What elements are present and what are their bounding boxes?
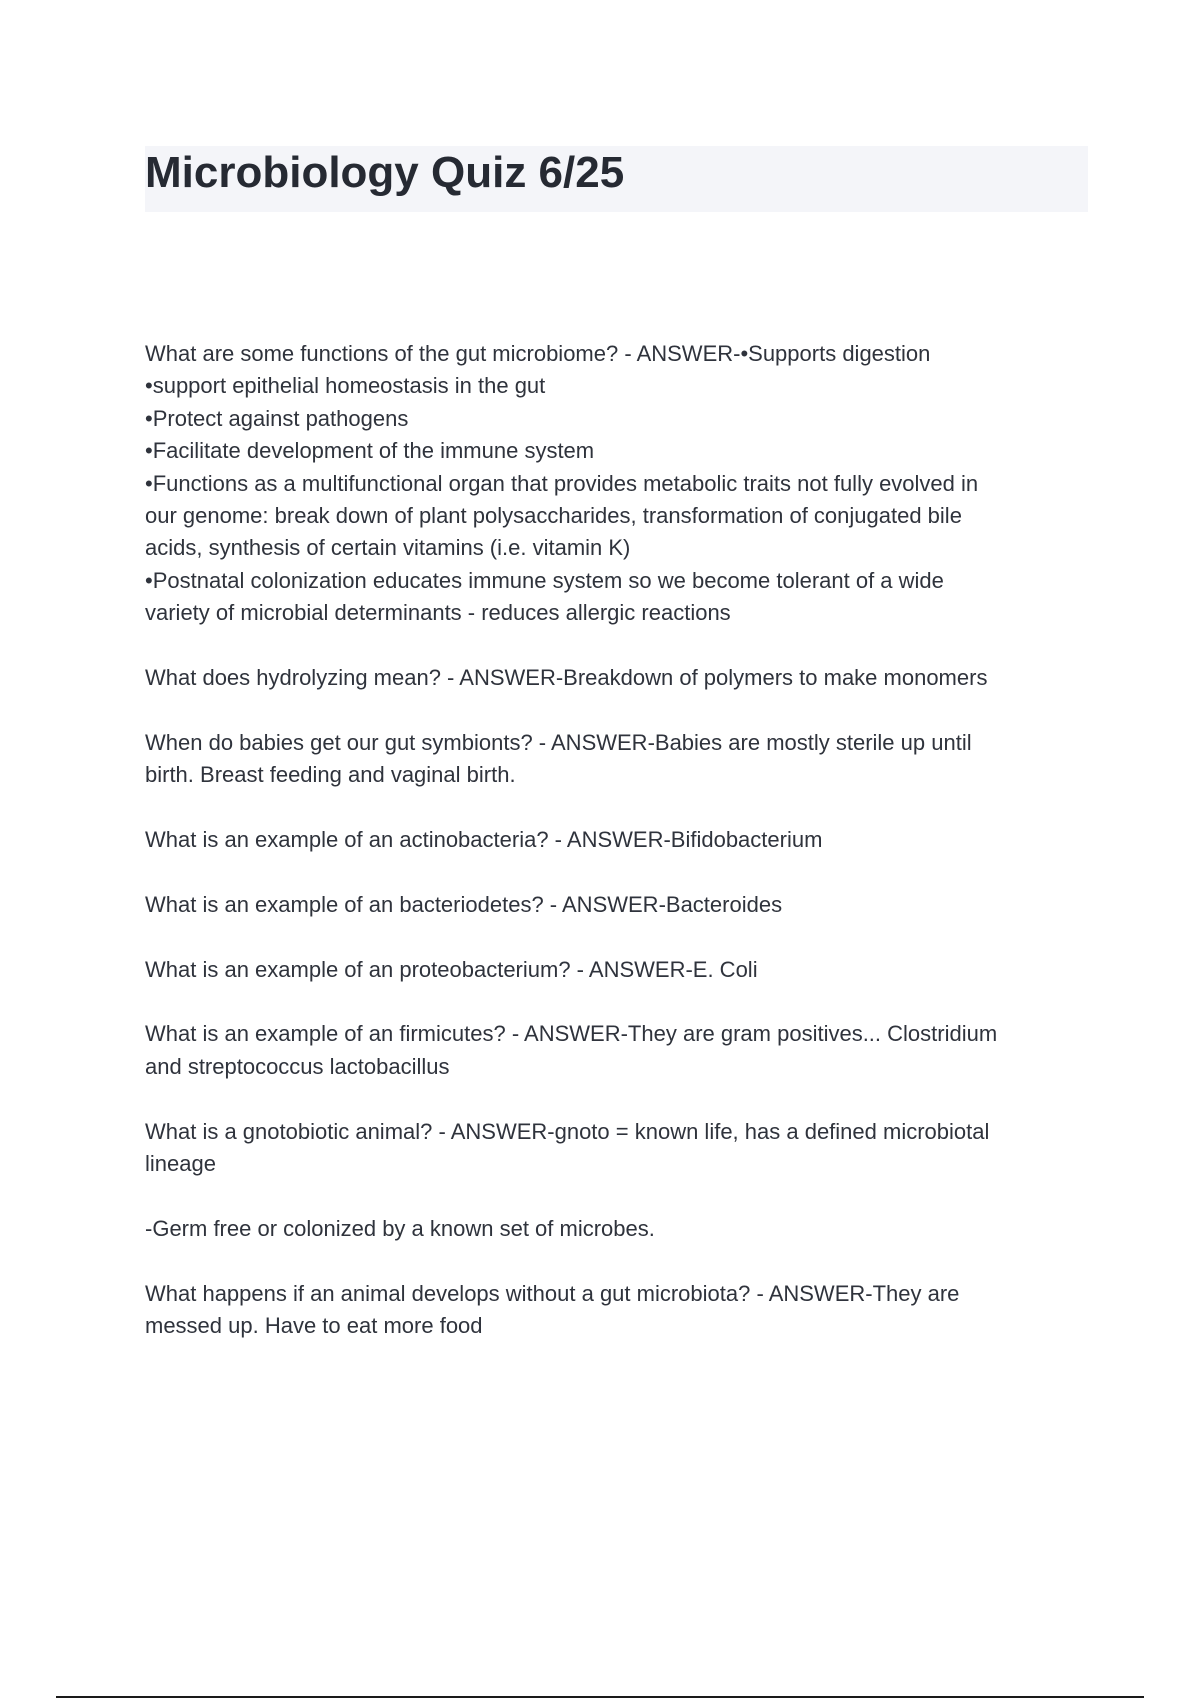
qa-text-line: What is an example of an proteobacterium? - ANSWER-E. Coli: [145, 956, 758, 982]
qa-text-line: acids, synthesis of certain vitamins (i.e. vitamin K): [145, 535, 631, 561]
qa-item: [145, 727, 1095, 792]
qa-text-line: What is an example of an actinobacteria? - ANSWER-Bifidobacterium: [145, 827, 823, 853]
qa-text-line: messed up. Have to eat more food: [145, 1313, 483, 1339]
qa-item: [145, 1116, 1095, 1181]
qa-text-line: •Facilitate development of the immune system: [145, 438, 595, 464]
qa-item: [145, 824, 1095, 856]
qa-text-line: variety of microbial determinants - reduces allergic reactions: [145, 600, 731, 626]
qa-text-line: •Postnatal colonization educates immune system so we become tolerant of a wide: [145, 567, 944, 593]
qa-item: [145, 889, 1095, 921]
qa-text-line: •support epithelial homeostasis in the gut: [145, 373, 546, 399]
qa-text-line: -Germ free or colonized by a known set of microbes.: [145, 1215, 655, 1241]
qa-item: [145, 662, 1095, 694]
qa-item: [145, 1018, 1095, 1083]
qa-item: [145, 1213, 1095, 1245]
qa-item: [145, 1278, 1095, 1343]
qa-text-line: What happens if an animal develops without a gut microbiota? - ANSWER-They are: [145, 1280, 960, 1306]
qa-text-line: What is an example of an bacteriodetes? - ANSWER-Bacteroides: [145, 891, 783, 917]
qa-item: [145, 954, 1095, 986]
qa-text-line: and streptococcus lactobacillus: [145, 1053, 450, 1079]
qa-text-line: What is an example of an firmicutes? - ANSWER-They are gram positives... Clostridium: [145, 1021, 998, 1047]
qa-text-line: What are some functions of the gut microbiome? - ANSWER-•Supports digestion: [145, 341, 931, 366]
qa-text-line: When do babies get our gut symbionts? - ANSWER-Babies are mostly sterile up until: [145, 729, 972, 755]
qa-text-line: What does hydrolyzing mean? - ANSWER-Breakdown of polymers to make monomers: [145, 665, 988, 691]
qa-text-line: •Protect against pathogens: [145, 405, 409, 431]
qa-list: [145, 338, 1095, 1375]
footer-divider: [56, 1696, 1144, 1698]
qa-text-line: lineage: [145, 1151, 216, 1177]
qa-text-line: birth. Breast feeding and vaginal birth.: [145, 762, 516, 788]
qa-text-line: our genome: break down of plant polysaccharides, transformation of conjugated bile: [145, 503, 962, 529]
qa-item: [145, 338, 1095, 630]
page-title: Microbiology Quiz 6/25: [145, 148, 625, 197]
qa-text-line: •Functions as a multifunctional organ that provides metabolic traits not fully evolved in: [145, 470, 979, 496]
qa-text-line: What is a gnotobiotic animal? - ANSWER-gnoto = known life, has a defined microbiotal: [145, 1118, 990, 1144]
title-banner: [145, 146, 1088, 212]
